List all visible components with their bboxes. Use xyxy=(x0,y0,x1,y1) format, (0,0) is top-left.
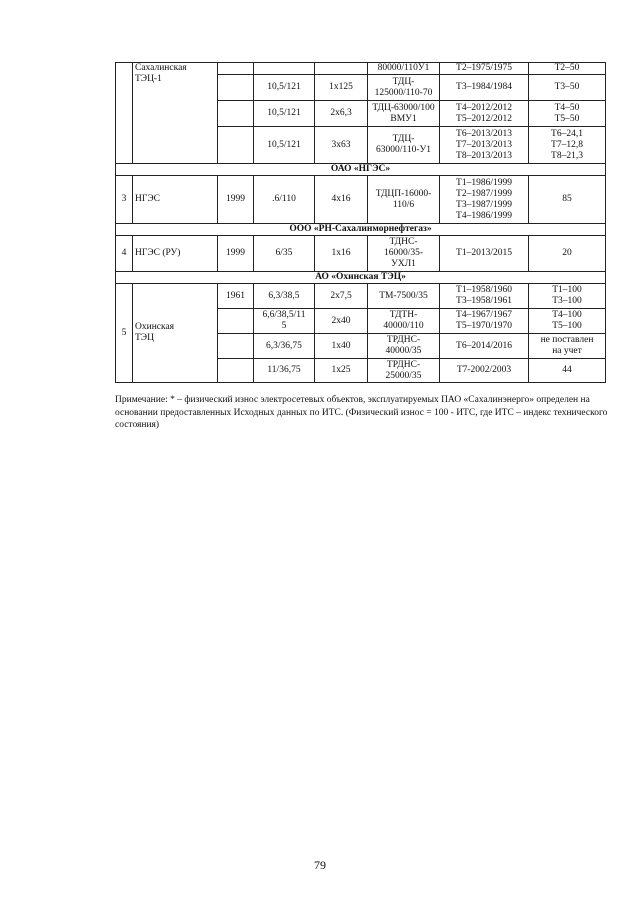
wear-cell: 20 xyxy=(529,236,606,272)
organization-header-row xyxy=(116,272,606,284)
organization-header-row xyxy=(116,164,606,176)
transformer-years-cell: Т4–2012/2012 Т5–2012/2012 xyxy=(440,101,529,127)
wear-cell: Т6–24,1 Т7–12,8 Т8–21,3 xyxy=(529,127,606,164)
wear-cell: 85 xyxy=(529,176,606,224)
organization-name: ОАО «НГЭС» xyxy=(116,164,606,176)
voltage-cell: .6/110 xyxy=(254,176,315,224)
organization-header-row xyxy=(116,224,606,236)
table-row xyxy=(116,63,606,75)
count-cell xyxy=(315,63,368,75)
row-number-cell xyxy=(116,63,133,164)
transformer-type-cell: ТДТН- 40000/110 xyxy=(368,309,440,334)
transformer-type-cell: ТДЦП-16000- 110/6 xyxy=(368,176,440,224)
voltage-cell: 6,3/36,75 xyxy=(254,334,315,359)
transformer-type-cell: ТДЦ- 125000/110-70 xyxy=(368,75,440,101)
count-cell: 1х40 xyxy=(315,334,368,359)
voltage-cell xyxy=(254,63,315,75)
row-number-cell: 4 xyxy=(116,236,133,272)
transformer-type-cell: ТМ-7500/35 xyxy=(368,284,440,309)
voltage-cell: 11/36,75 xyxy=(254,359,315,383)
transformer-type-cell: ТРДНС- 25000/35 xyxy=(368,359,440,383)
table-note: Примечание: * – физический износ электросетевых объектов, эксплуатируемых ПАО «Сахалинэнерго» определен на основании предоставленных Исходных данных по ИТС. (Физический износ = 100 - ИТС, где ИТС – индекс технического состояния) xyxy=(115,395,608,430)
transformer-type-cell: ТДЦ-63000/100 ВМУ1 xyxy=(368,101,440,127)
voltage-cell: 6,3/38,5 xyxy=(254,284,315,309)
count-cell: 1х25 xyxy=(315,359,368,383)
station-name-cell: Охинская ТЭЦ xyxy=(133,284,218,383)
station-name-cell: НГЭС (РУ) xyxy=(133,236,218,272)
year-cell: 1961 xyxy=(218,284,254,309)
transformer-years-cell: Т7-2002/2003 xyxy=(440,359,529,383)
transformer-type-cell: ТДЦ- 63000/110-У1 xyxy=(368,127,440,164)
voltage-cell: 10,5/121 xyxy=(254,101,315,127)
station-name-cell: НГЭС xyxy=(133,176,218,224)
voltage-cell: 6/35 xyxy=(254,236,315,272)
transformer-years-cell: Т1–1986/1999 Т2–1987/1999 Т3–1987/1999 Т4–1986/1999 xyxy=(440,176,529,224)
year-cell xyxy=(218,334,254,359)
equipment-table xyxy=(115,62,606,383)
count-cell: 3х63 xyxy=(315,127,368,164)
year-cell xyxy=(218,127,254,164)
organization-name: АО «Охинская ТЭЦ» xyxy=(116,272,606,284)
year-cell xyxy=(218,359,254,383)
page-number: 79 xyxy=(314,858,326,872)
wear-cell: 44 xyxy=(529,359,606,383)
table-row xyxy=(116,176,606,224)
year-cell: 1999 xyxy=(218,236,254,272)
table-row xyxy=(116,284,606,309)
wear-cell: не поставлен на учет xyxy=(529,334,606,359)
wear-cell: Т1–100 Т3–100 xyxy=(529,284,606,309)
transformer-type-cell: ТДНС- 16000/35- УХЛ1 xyxy=(368,236,440,272)
count-cell: 2х40 xyxy=(315,309,368,334)
voltage-cell: 10,5/121 xyxy=(254,75,315,101)
wear-cell: Т4–50 Т5–50 xyxy=(529,101,606,127)
transformer-years-cell: Т6–2013/2013 Т7–2013/2013 Т8–2013/2013 xyxy=(440,127,529,164)
row-number-cell: 5 xyxy=(116,284,133,383)
year-cell xyxy=(218,75,254,101)
wear-cell: Т2–50 xyxy=(529,63,606,75)
voltage-cell: 6,6/38,5/11 5 xyxy=(254,309,315,334)
count-cell: 1х16 xyxy=(315,236,368,272)
wear-cell: Т4–100 Т5–100 xyxy=(529,309,606,334)
station-name-cell: Сахалинская ТЭЦ-1 xyxy=(133,63,218,164)
organization-name: ООО «РН-Сахалинморнефтегаз» xyxy=(116,224,606,236)
count-cell: 2х6,3 xyxy=(315,101,368,127)
year-cell xyxy=(218,63,254,75)
transformer-type-cell: ТРДНС- 40000/35 xyxy=(368,334,440,359)
table-row xyxy=(116,236,606,272)
voltage-cell: 10,5/121 xyxy=(254,127,315,164)
transformer-type-cell: 80000/110У1 xyxy=(368,63,440,75)
transformer-years-cell: Т4–1967/1967 Т5–1970/1970 xyxy=(440,309,529,334)
transformer-years-cell: Т1–2013/2015 xyxy=(440,236,529,272)
transformer-years-cell: Т3–1984/1984 xyxy=(440,75,529,101)
transformer-years-cell: Т6–2014/2016 xyxy=(440,334,529,359)
transformer-years-cell: Т2–1975/1975 xyxy=(440,63,529,75)
year-cell xyxy=(218,101,254,127)
year-cell: 1999 xyxy=(218,176,254,224)
count-cell: 1х125 xyxy=(315,75,368,101)
count-cell: 2х7,5 xyxy=(315,284,368,309)
row-number-cell: 3 xyxy=(116,176,133,224)
transformer-years-cell: Т1–1958/1960 Т3–1958/1961 xyxy=(440,284,529,309)
count-cell: 4х16 xyxy=(315,176,368,224)
wear-cell: Т3–50 xyxy=(529,75,606,101)
year-cell xyxy=(218,309,254,334)
